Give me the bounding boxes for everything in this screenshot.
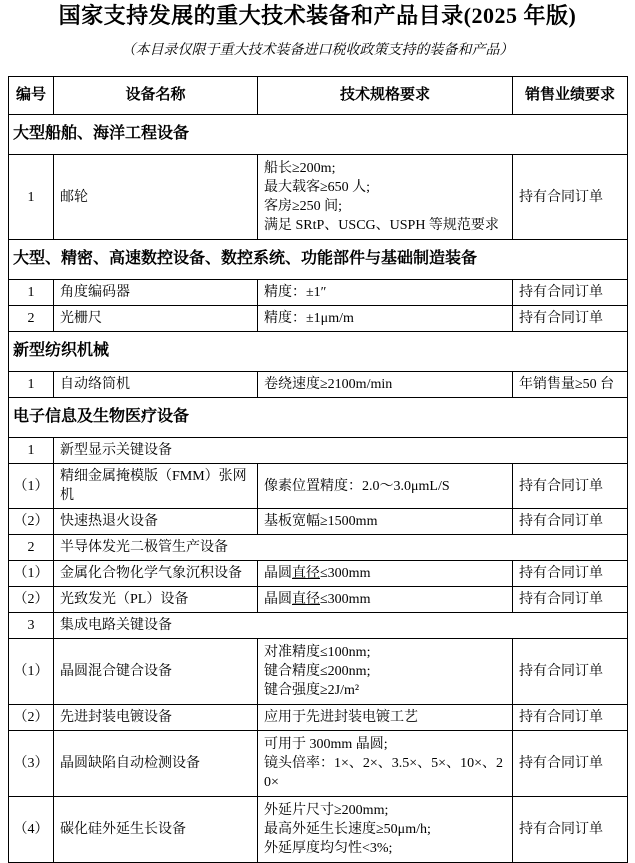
equipment-name: 精细金属掩模版（FMM）张网机 bbox=[54, 464, 258, 509]
equipment-name: 光致发光（PL）设备 bbox=[54, 587, 258, 613]
subsection-row bbox=[9, 613, 628, 639]
table-row bbox=[9, 561, 628, 587]
spec-cell: 精度：±1μm/m bbox=[258, 306, 513, 332]
sales-requirement: 年销售量≥50 台 bbox=[513, 372, 628, 398]
table-row bbox=[9, 155, 628, 240]
spec-line: 对准精度≤100nm; bbox=[264, 645, 371, 660]
catalog-table bbox=[8, 76, 628, 863]
spec-cell bbox=[258, 639, 513, 705]
row-number: （1） bbox=[9, 561, 54, 587]
col-header-spec: 技术规格要求 bbox=[258, 77, 513, 115]
section-title: 新型纺织机械 bbox=[9, 332, 628, 372]
spec-cell: 卷绕速度≥2100m/min bbox=[258, 372, 513, 398]
row-number: 2 bbox=[9, 535, 54, 561]
spec-line: 满足 SRtP、USCG、USPH 等规范要求 bbox=[264, 218, 499, 233]
spec-cell: 精度：±1″ bbox=[258, 280, 513, 306]
subsection-name: 新型显示关键设备 bbox=[54, 438, 628, 464]
sales-requirement: 持有合同订单 bbox=[513, 639, 628, 705]
spec-line: 镜头倍率：1×、2×、3.5×、5×、10×、20× bbox=[264, 756, 503, 790]
spec-line: 船长≥200m; bbox=[264, 161, 336, 176]
spec-cell bbox=[258, 731, 513, 797]
row-number: （1） bbox=[9, 639, 54, 705]
equipment-name: 碳化硅外延生长设备 bbox=[54, 797, 258, 863]
equipment-name: 角度编码器 bbox=[54, 280, 258, 306]
table-row bbox=[9, 509, 628, 535]
spec-text: ≤300mm bbox=[320, 592, 371, 607]
table-row bbox=[9, 797, 628, 863]
section-title: 大型、精密、高速数控设备、数控系统、功能部件与基础制造装备 bbox=[9, 240, 628, 280]
sales-requirement: 持有合同订单 bbox=[513, 306, 628, 332]
spec-cell bbox=[258, 561, 513, 587]
table-row bbox=[9, 372, 628, 398]
spec-cell: 像素位置精度：2.0～3.0μmL/S bbox=[258, 464, 513, 509]
sales-requirement: 持有合同订单 bbox=[513, 509, 628, 535]
spec-text-underlined: 直径 bbox=[292, 592, 320, 607]
row-number: 1 bbox=[9, 372, 54, 398]
sales-requirement: 持有合同订单 bbox=[513, 705, 628, 731]
spec-line: 最大载客≥650 人; bbox=[264, 180, 371, 195]
row-number: 3 bbox=[9, 613, 54, 639]
spec-text-underlined: 直径 bbox=[292, 566, 320, 581]
spec-cell bbox=[258, 155, 513, 240]
equipment-name: 金属化合物化学气象沉积设备 bbox=[54, 561, 258, 587]
sales-requirement: 持有合同订单 bbox=[513, 587, 628, 613]
row-number: （2） bbox=[9, 509, 54, 535]
spec-cell bbox=[258, 797, 513, 863]
row-number: （2） bbox=[9, 705, 54, 731]
spec-text: 晶圆 bbox=[264, 566, 292, 581]
spec-cell: 基板宽幅≥1500mm bbox=[258, 509, 513, 535]
spec-text: 晶圆 bbox=[264, 592, 292, 607]
subsection-row bbox=[9, 438, 628, 464]
table-row bbox=[9, 464, 628, 509]
row-number: 1 bbox=[9, 280, 54, 306]
spec-line: 键合精度≤200nm; bbox=[264, 664, 371, 679]
sales-requirement: 持有合同订单 bbox=[513, 464, 628, 509]
section-header-row bbox=[9, 332, 628, 372]
doc-title: 国家支持发展的重大技术装备和产品目录(2025 年版) bbox=[58, 3, 577, 28]
table-row bbox=[9, 280, 628, 306]
sales-requirement: 持有合同订单 bbox=[513, 280, 628, 306]
spec-line: 可用于 300mm 晶圆; bbox=[264, 737, 388, 752]
spec-cell bbox=[258, 587, 513, 613]
col-header-name: 设备名称 bbox=[54, 77, 258, 115]
equipment-name: 自动络筒机 bbox=[54, 372, 258, 398]
section-header-row bbox=[9, 398, 628, 438]
equipment-name: 光栅尺 bbox=[54, 306, 258, 332]
row-number: （1） bbox=[9, 464, 54, 509]
sales-requirement: 持有合同订单 bbox=[513, 155, 628, 240]
equipment-name: 晶圆缺陷自动检测设备 bbox=[54, 731, 258, 797]
col-header-no: 编号 bbox=[9, 77, 54, 115]
section-title: 大型船舶、海洋工程设备 bbox=[9, 115, 628, 155]
spec-line: 外延片尺寸≥200mm; bbox=[264, 803, 389, 818]
table-header-row bbox=[9, 77, 628, 115]
section-header-row bbox=[9, 240, 628, 280]
sales-requirement: 持有合同订单 bbox=[513, 797, 628, 863]
spec-text: ≤300mm bbox=[320, 566, 371, 581]
row-number: 1 bbox=[9, 438, 54, 464]
equipment-name: 晶圆混合键合设备 bbox=[54, 639, 258, 705]
section-header-row bbox=[9, 115, 628, 155]
equipment-name: 快速热退火设备 bbox=[54, 509, 258, 535]
subsection-name: 集成电路关键设备 bbox=[54, 613, 628, 639]
sales-requirement: 持有合同订单 bbox=[513, 731, 628, 797]
sales-requirement: 持有合同订单 bbox=[513, 561, 628, 587]
subsection-row bbox=[9, 535, 628, 561]
equipment-name: 先进封装电镀设备 bbox=[54, 705, 258, 731]
row-number: 2 bbox=[9, 306, 54, 332]
col-header-sales: 销售业绩要求 bbox=[513, 77, 628, 115]
table-row bbox=[9, 705, 628, 731]
row-number: （3） bbox=[9, 731, 54, 797]
equipment-name: 邮轮 bbox=[54, 155, 258, 240]
table-row bbox=[9, 306, 628, 332]
spec-line: 键合强度≥2J/m² bbox=[264, 683, 360, 698]
spec-line: 最高外延生长速度≥50μm/h; bbox=[264, 822, 431, 837]
spec-line: 外延厚度均匀性<3%; bbox=[264, 841, 393, 856]
row-number: （4） bbox=[9, 797, 54, 863]
section-title: 电子信息及生物医疗设备 bbox=[9, 398, 628, 438]
doc-subtitle: （本目录仅限于重大技术装备进口税收政策支持的装备和产品） bbox=[121, 43, 514, 58]
table-row bbox=[9, 639, 628, 705]
subsection-name: 半导体发光二极管生产设备 bbox=[54, 535, 628, 561]
table-row bbox=[9, 731, 628, 797]
table-row bbox=[9, 587, 628, 613]
spec-line: 客房≥250 间; bbox=[264, 199, 343, 214]
spec-cell: 应用于先进封装电镀工艺 bbox=[258, 705, 513, 731]
row-number: 1 bbox=[9, 155, 54, 240]
row-number: （2） bbox=[9, 587, 54, 613]
